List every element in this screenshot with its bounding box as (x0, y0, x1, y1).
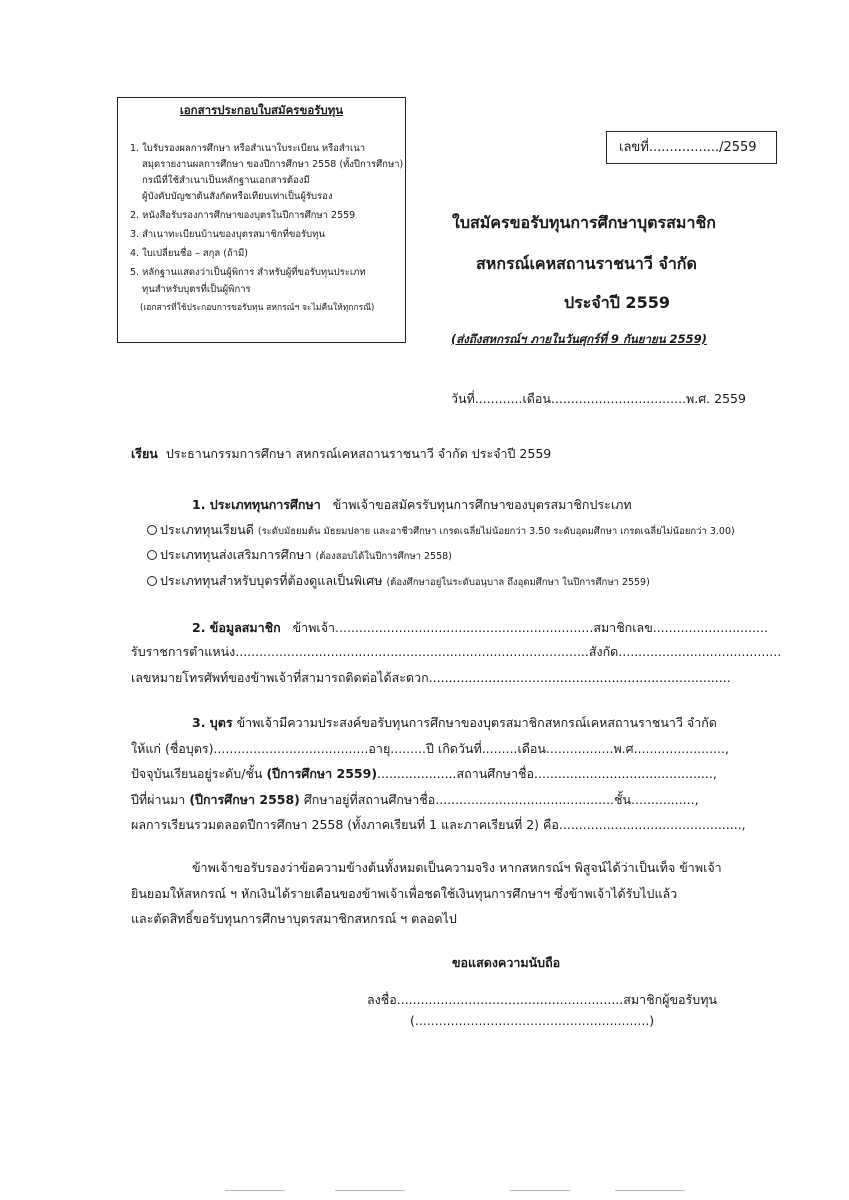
current-level-label: ปัจจุบันเรียนอยู่ระดับ/ชั้น (131, 766, 263, 781)
previous-school-field[interactable]: ศึกษาอยู่ที่สถานศึกษาชื่อ.............................................ชั้น................, (303, 792, 699, 807)
salutation-text: ประธานกรรมการศึกษา สหกรณ์เคหสถานราชนาวี จำกัด ประจำปี 2559 (165, 446, 552, 461)
current-academic-year: (ปีการศึกษา 2559) (266, 766, 378, 781)
option-label: ประเภททุนเรียนดี (160, 522, 254, 537)
section-member-info (192, 618, 768, 638)
member-phone-field[interactable]: เลขหมายโทรศัพท์ของข้าพเจ้าที่สามารถติดต่อได้สะดวก............................................................................ (131, 670, 731, 685)
scan-mark (510, 1190, 570, 1191)
attachments-note: (เอกสารที่ใช้ประกอบการขอรับทุน สหกรณ์ฯ จะไม่คืนให้ทุกกรณี) (140, 303, 375, 313)
organization-name: สหกรณ์เคหสถานราชนาวี จำกัด (476, 254, 697, 273)
option-detail: (ต้องสอบได้ในปีการศึกษา 2558) (315, 551, 452, 562)
child-gpa-field[interactable]: ผลการเรียนรวมตลอดปีการศึกษา 2558 (ทั้งภาคเรียนที่ 1 และภาคเรียนที่ 2) คือ.............................................., (131, 817, 746, 832)
certification-line: และตัดสิทธิ์ขอรับทุนการศึกษาบุตรสมาชิกสหกรณ์ ฯ ตลอดไป (131, 911, 457, 926)
date-line[interactable]: วันที่............เดือน..................................พ.ศ. 2559 (451, 391, 746, 406)
previous-academic-year: (ปีการศึกษา 2558) (189, 792, 300, 807)
option-label: ประเภททุนสำหรับบุตรที่ต้องดูแลเป็นพิเศษ (160, 573, 383, 588)
child-name-field[interactable]: ให้แก่ (ชื่อบุตร).......................................อายุ.........ปี เกิดวันที่.........เดือน.................พ.ศ......................., (131, 741, 729, 756)
salutation-label: เรียน (131, 446, 158, 461)
current-school-field[interactable]: ....................สถานศึกษาชื่อ............................................., (377, 766, 717, 781)
attachment-line: ผู้บังคับบัญชาต้นสังกัดหรือเทียบเท่าเป็นผู้รับรอง (142, 191, 333, 202)
member-name-field[interactable]: ข้าพเจ้า.................................................................สมาชิกเลข............................. (292, 620, 768, 635)
signature-line[interactable]: ลงชื่อ.........................................................สมาชิกผู้ขอรับทุน (367, 992, 717, 1007)
child-current-level-field[interactable] (131, 764, 717, 784)
section2-heading: 2. ข้อมูลสมาชิก (192, 620, 281, 635)
option-detail: (ต้องศึกษาอยู่ในระดับอนุบาล ถึงอุดมศึกษา ในปีการศึกษา 2559) (386, 577, 650, 588)
attachment-line: 2. หนังสือรับรองการศึกษาของบุตรในปีการศึกษา 2559 (130, 210, 356, 221)
child-previous-year-field[interactable] (131, 790, 699, 810)
salutation (131, 444, 551, 464)
scan-mark (225, 1190, 285, 1191)
section3-intro: ข้าพเจ้ามีความประสงค์ขอรับทุนการศึกษาของบุตรสมาชิกสหกรณ์เคหสถานราชนาวี จำกัด (236, 715, 717, 730)
attachment-line: กรณีที่ใช้สำเนาเป็นหลักฐานเอกสารต้องมี (142, 175, 310, 186)
option-excellent-scholarship[interactable] (147, 520, 735, 540)
option-detail: (ระดับมัธยมต้น มัธยมปลาย และอาชีวศึกษา เกรดเฉลี่ยไม่น้อยกว่า 3.50 ระดับอุดมศึกษา เกรดเฉลี่ยไม่น้อยกว่า 3.00) (257, 526, 735, 537)
section1-heading: 1. ประเภททุนการศึกษา (192, 497, 321, 512)
previous-year-label: ปีที่ผ่านมา (131, 792, 186, 807)
signature-name-field[interactable]: (...........................................................) (410, 1013, 655, 1028)
attachment-line: ทุนสำหรับบุตรที่เป็นผู้พิการ (142, 284, 251, 295)
certification-line: ยินยอมให้สหกรณ์ ฯ หักเงินได้รายเดือนของข้าพเจ้าเพื่อชดใช้เงินทุนการศึกษาฯ ซึ่งข้าพเจ้าได้รับไปแล้ว (131, 886, 678, 901)
scan-mark (615, 1190, 685, 1191)
certification-line: ข้าพเจ้าขอรับรองว่าข้อความข้างต้นทั้งหมดเป็นความจริง หากสหกรณ์ฯ พิสูจน์ได้ว่าเป็นเท็จ ข้าพเจ้า (192, 860, 722, 875)
document-number-box[interactable]: เลขที่................./2559 (606, 131, 777, 164)
section-child-info (192, 713, 717, 733)
attachment-line: 1. ใบรับรองผลการศึกษา หรือสำเนาใบระเบียน หรือสำเนา (130, 143, 366, 154)
closing: ขอแสดงความนับถือ (452, 955, 561, 970)
attachments-box (117, 97, 406, 343)
section3-heading: 3. บุตร (192, 715, 233, 730)
attachment-line: สมุดรายงานผลการศึกษา ของปีการศึกษา 2558 (ทั้งปีการศึกษา) (142, 159, 404, 170)
scan-mark (335, 1190, 405, 1191)
section1-intro: ข้าพเจ้าขอสมัครรับทุนการศึกษาของบุตรสมาชิกประเภท (332, 497, 632, 512)
attachment-line: 4. ใบเปลี่ยนชื่อ – สกุล (ถ้ามี) (130, 248, 249, 259)
member-position-field[interactable]: รับราชการตำแหน่ง.........................................................................................สังกัด......................................... (131, 644, 782, 659)
submission-deadline: (ส่งถึงสหกรณ์ฯ ภายในวันศุกร์ที่ 9 กันยายน 2559) (451, 332, 707, 346)
radio-circle-icon[interactable] (147, 550, 157, 560)
attachment-line: 3. สำเนาทะเบียนบ้านของบุตรสมาชิกที่ขอรับทุน (130, 229, 325, 240)
form-title: ใบสมัครขอรับทุนการศึกษาบุตรสมาชิก (452, 213, 716, 232)
option-promotion-scholarship[interactable] (147, 545, 452, 565)
attachments-title: เอกสารประกอบใบสมัครขอรับทุน (179, 103, 344, 117)
form-year: ประจำปี 2559 (564, 293, 670, 312)
radio-circle-icon[interactable] (147, 525, 157, 535)
attachment-line: 5. หลักฐานแสดงว่าเป็นผู้พิการ สำหรับผู้ที่ขอรับทุนประเภท (130, 267, 366, 278)
section-scholarship-type (192, 495, 632, 515)
radio-circle-icon[interactable] (147, 576, 157, 586)
option-label: ประเภททุนส่งเสริมการศึกษา (160, 547, 312, 562)
option-special-care-scholarship[interactable] (147, 571, 650, 591)
